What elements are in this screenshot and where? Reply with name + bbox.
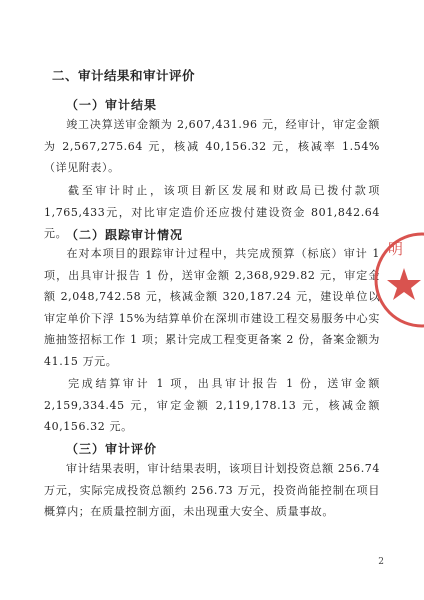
seal-text: 明 — [388, 240, 404, 258]
tracking-paragraph-2: 完成结算审计 1 项，出具审计报告 1 份，送审金额 2,159,334.45 元，审定金额 2,119,178.13 元，核减金额 40,156.32 元。 — [44, 377, 380, 433]
official-seal-stamp — [370, 228, 424, 332]
evaluation-paragraph: 审计结果表明，审计结果表明，该项目计划投资总额 256.74 万元，实际完成投资总额约 256.73 万元，投资尚能控制在项目概算内；在质量控制方面，未出现重大安全、质量事故。 — [44, 462, 380, 518]
subsection-title-tracking: （二）跟踪审计情况 — [66, 228, 184, 242]
subsection-title-results: （一）审计结果 — [66, 98, 158, 112]
page-number: 2 — [378, 557, 384, 567]
results-paragraph-2: 截至审计时止，该项目新区发展和财政局已拨付款项 1,765,433元，对比审定造价还应拨付建设资金 801,842.64元。 — [44, 184, 380, 240]
tracking-paragraph-1: 在对本项目的跟踪审计过程中，共完成预算（标底）审计 1 项，出具审计报告 1 份，送审金额 2,368,929.82 元，审定金额 2,048,742.58 元，核减金额 320,187.24 元，建设单位以审定单价下浮 15%为结算单价在深圳市建设工程交易服务中心实施抽签招标工作 1 项；累计完成工程变更备案 2 份，备案金额为 41.15 万元。 — [44, 247, 380, 368]
subsection-title-evaluation: （三）审计评价 — [66, 442, 158, 456]
section-title: 二、审计结果和审计评价 — [52, 68, 196, 83]
results-paragraph-1: 竣工决算送审金额为 2,607,431.96 元，经审计，审定金额为 2,567,275.64 元，核减 40,156.32 元，核减率 1.54%（详见附表）。 — [44, 118, 380, 174]
